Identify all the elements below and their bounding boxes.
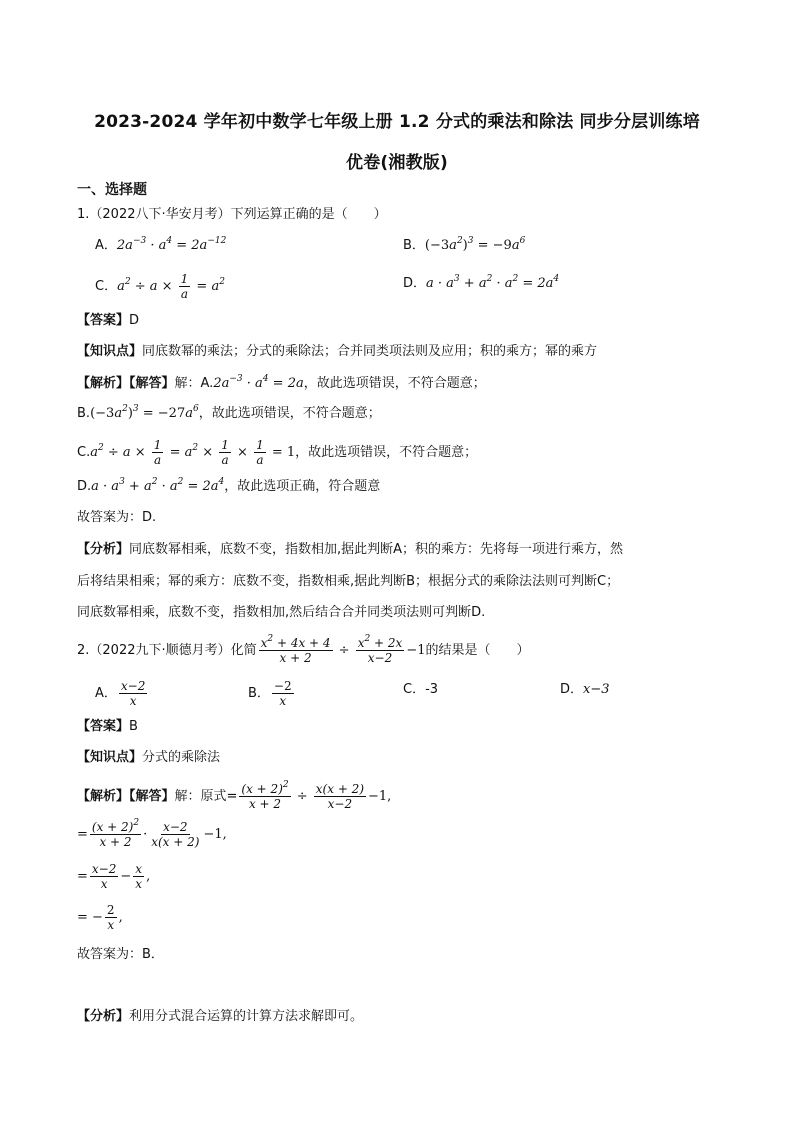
q2-analysis: 【分析】利用分式混合运算的计算方法求解即可。: [77, 1009, 364, 1024]
q2-knowledge-point: 【知识点】分式的乘除法: [77, 750, 221, 765]
q1-solution-a: 【解析】【解答】解：$A.2a^{-3} \cdot a^4 = 2a$，故此选项错误，不符合题意；: [77, 374, 486, 391]
q2-solution-step4: = − $\frac{2}{x}$ ,: [77, 903, 123, 932]
q2-answer: 【答案】B: [77, 719, 138, 734]
q1-analysis-line1: 【分析】同底数幂相乘，底数不变，指数相加,据此判断A；积的乘方：先将每一项进行乘方，然: [77, 542, 624, 557]
q1-option-b: B．$(-3a^2)^3 = -9a^6$: [403, 236, 526, 253]
q1-answer: 【答案】D: [77, 313, 140, 328]
q2-final-answer: 故答案为：B．: [77, 947, 164, 962]
q2-option-d: D．x−3: [560, 682, 610, 697]
q2-option-a: A． $\frac{x-2}{x}$: [95, 679, 146, 708]
document-title-line2: 优卷(湘教版): [346, 153, 448, 173]
q1-knowledge-point: 【知识点】同底数幂的乘法；分式的乘除法；合并同类项法则及应用；积的乘方；幂的乘方: [77, 344, 598, 359]
q1-final-answer: 故答案为：D.: [77, 510, 157, 525]
q2-option-c: C．-3: [403, 682, 439, 697]
q2-option-b: B． $\frac{-2}{x}$: [248, 679, 292, 708]
q2-solution-step2: = $\frac{(x + 2)^2}{x + 2}$ · $\frac{x-2}{x(x + 2)}$ −1,: [77, 818, 227, 849]
q1-option-c: C．$a^2 \div a$ × $\frac{1}{a}$ = $a^2$: [95, 272, 225, 301]
document-title-line1: 2023-2024 学年初中数学七年级上册 1.2 分式的乘法和除法 同步分层训练培: [94, 112, 700, 132]
q1-solution-d: $D.a \cdot a^3 + a^2 \cdot a^2 = 2a^4$，故此选项正确，符合题意: [77, 477, 381, 494]
q1-solution-b: $B.(-3a^2)^3 = -27a^6$，故此选项错误，不符合题意；: [77, 404, 381, 421]
section-heading: 一、选择题: [77, 182, 147, 198]
q1-analysis-line3: 同底数幂相乘，底数不变，指数相加,然后结合合并同类项法则可判断D.: [77, 605, 486, 620]
q1-stem: 1.（2022八下·华安月考）下列运算正确的是（ ）: [77, 207, 387, 222]
q2-solution-step3: = $\frac{x-2}{x}$ − $\frac{x}{x}$ ,: [77, 862, 151, 891]
q2-stem: 2.（2022九下·顺德月考）化简 $\frac{x^2 + 4x + 4}{x + 2}$ ÷ $\frac{x^2 + 2x}{x-2}$ −1的结果是（ ）: [77, 634, 530, 665]
q1-analysis-line2: 后将结果相乘；幂的乘方：底数不变，指数相乘,据此判断B；根据分式的乘除法法则可判断C；: [77, 574, 620, 589]
q2-solution-step1: 【解析】【解答】解：原式= $\frac{(x + 2)^2}{x + 2}$ ÷ $\frac{x(x + 2)}{x-2}$ −1,: [77, 780, 392, 811]
q1-option-d: D．$a \cdot a^3 + a^2 \cdot a^2 = 2a^4$: [403, 274, 560, 291]
q1-option-a: A．$2a^{-3} \cdot a^4 = 2a^{-12}$: [95, 236, 227, 253]
q1-solution-c: $C.a^2 \div a$ × $\frac{1}{a}$ = $a^2$ × $\frac{1}{a}$ × $\frac{1}{a}$ = 1，故此选项错误，不符合题意；: [77, 438, 478, 467]
